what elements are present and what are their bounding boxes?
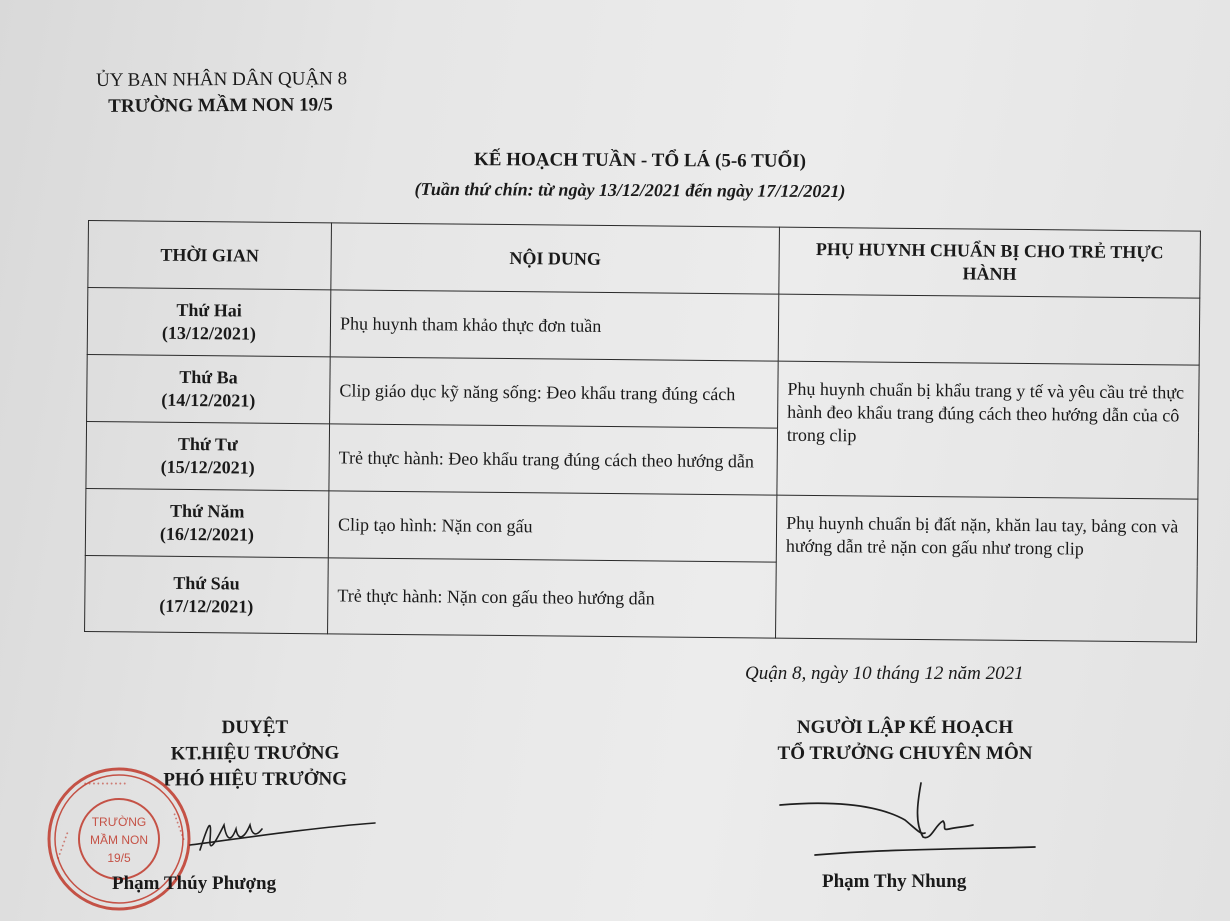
day-date: (15/12/2021): [160, 456, 255, 478]
day-cell: [85, 488, 329, 557]
day-cell: [87, 354, 331, 423]
parent-prep-cell: Phụ huynh chuẩn bị đất nặn, khăn lau tay, bảng con và hướng dẫn trẻ nặn con gấu như trong clip: [776, 495, 1198, 642]
svg-text:• • • • • • •: • • • • • • •: [55, 831, 72, 861]
content-cell: Trẻ thực hành: Đeo khẩu trang đúng cách theo hướng dẫn: [329, 424, 778, 495]
content-cell: Phụ huynh tham khảo thực đơn tuần: [330, 290, 779, 361]
weekly-plan-table: [84, 220, 1201, 643]
header-content: NỘI DUNG: [331, 223, 780, 294]
approver-name: Phạm Thúy Phượng: [112, 873, 277, 894]
org-line-1: ỦY BAN NHÂN DÂN QUẬN 8: [96, 68, 348, 91]
stamp-text-1: TRƯỜNG: [91, 815, 147, 829]
approval-line-1: DUYỆT: [221, 716, 289, 739]
day-name: Thứ Hai: [176, 299, 242, 321]
approval-line-3: PHÓ HIỆU TRƯỞNG: [163, 768, 348, 791]
organization-header: [96, 66, 347, 120]
day-cell: [87, 288, 331, 357]
planner-name: Phạm Thy Nhung: [822, 871, 967, 892]
parent-prep-cell: [778, 294, 1200, 365]
document-title: KẾ HOẠCH TUẦN - TỔ LÁ (5-6 TUỔI): [473, 149, 807, 172]
svg-text:• • • • • • • • • •: • • • • • • • • • •: [84, 781, 127, 788]
approval-line-2: KT.HIỆU TRƯỞNG: [170, 742, 340, 765]
day-cell: [86, 421, 330, 490]
planner-line-1: NGƯỜI LẬP KẾ HOẠCH: [796, 717, 1014, 738]
content-cell: Clip giáo dục kỹ năng sống: Đeo khẩu trang đúng cách: [330, 357, 779, 428]
table-row: [87, 354, 1200, 432]
content-cell: Clip tạo hình: Nặn con gấu: [328, 491, 777, 562]
content-cell: Trẻ thực hành: Nặn con gấu theo hướng dẫn: [328, 558, 777, 638]
day-cell: [85, 555, 329, 633]
svg-text:• • • • • • •: • • • • • • •: [170, 812, 187, 842]
day-date: (13/12/2021): [161, 322, 257, 344]
stamp-text-2: MẦM NON: [90, 833, 148, 847]
document-subtitle: (Tuần thứ chín: từ ngày 13/12/2021 đến ngày 17/12/2021): [414, 178, 846, 202]
day-name: Thứ Ba: [179, 366, 238, 388]
planner-block: [740, 715, 1070, 767]
table-header-row: [88, 221, 1201, 299]
table-row: [85, 488, 1198, 566]
date-and-place: Quận 8, ngày 10 tháng 12 năm 2021: [745, 663, 1024, 684]
header-parent-prep: PHỤ HUYNH CHUẨN BỊ CHO TRẺ THỰC HÀNH: [779, 227, 1201, 298]
day-name: Thứ Sáu: [173, 572, 240, 593]
stamp-text-3: 19/5: [107, 851, 131, 865]
day-date: (14/12/2021): [161, 389, 256, 411]
day-name: Thứ Năm: [169, 500, 245, 522]
org-line-2: TRƯỜNG MẦM NON 19/5: [108, 94, 333, 117]
approver-signature: [160, 795, 390, 875]
planner-signature: [775, 775, 1065, 875]
day-name: Thứ Tư: [177, 433, 238, 455]
planner-line-2: TỔ TRƯỞNG CHUYÊN MÔN: [777, 743, 1033, 764]
day-date: (17/12/2021): [159, 595, 254, 617]
day-date: (16/12/2021): [159, 523, 255, 545]
weekly-plan-table-wrapper: [84, 220, 1200, 643]
header-time: THỜI GIAN: [88, 221, 332, 290]
parent-prep-cell: Phụ huynh chuẩn bị khẩu trang y tế và yêu cầu trẻ thực hành đeo khẩu trang đúng cách theo hướng dẫn của cô trong clip: [777, 361, 1199, 499]
table-row: [87, 288, 1200, 366]
